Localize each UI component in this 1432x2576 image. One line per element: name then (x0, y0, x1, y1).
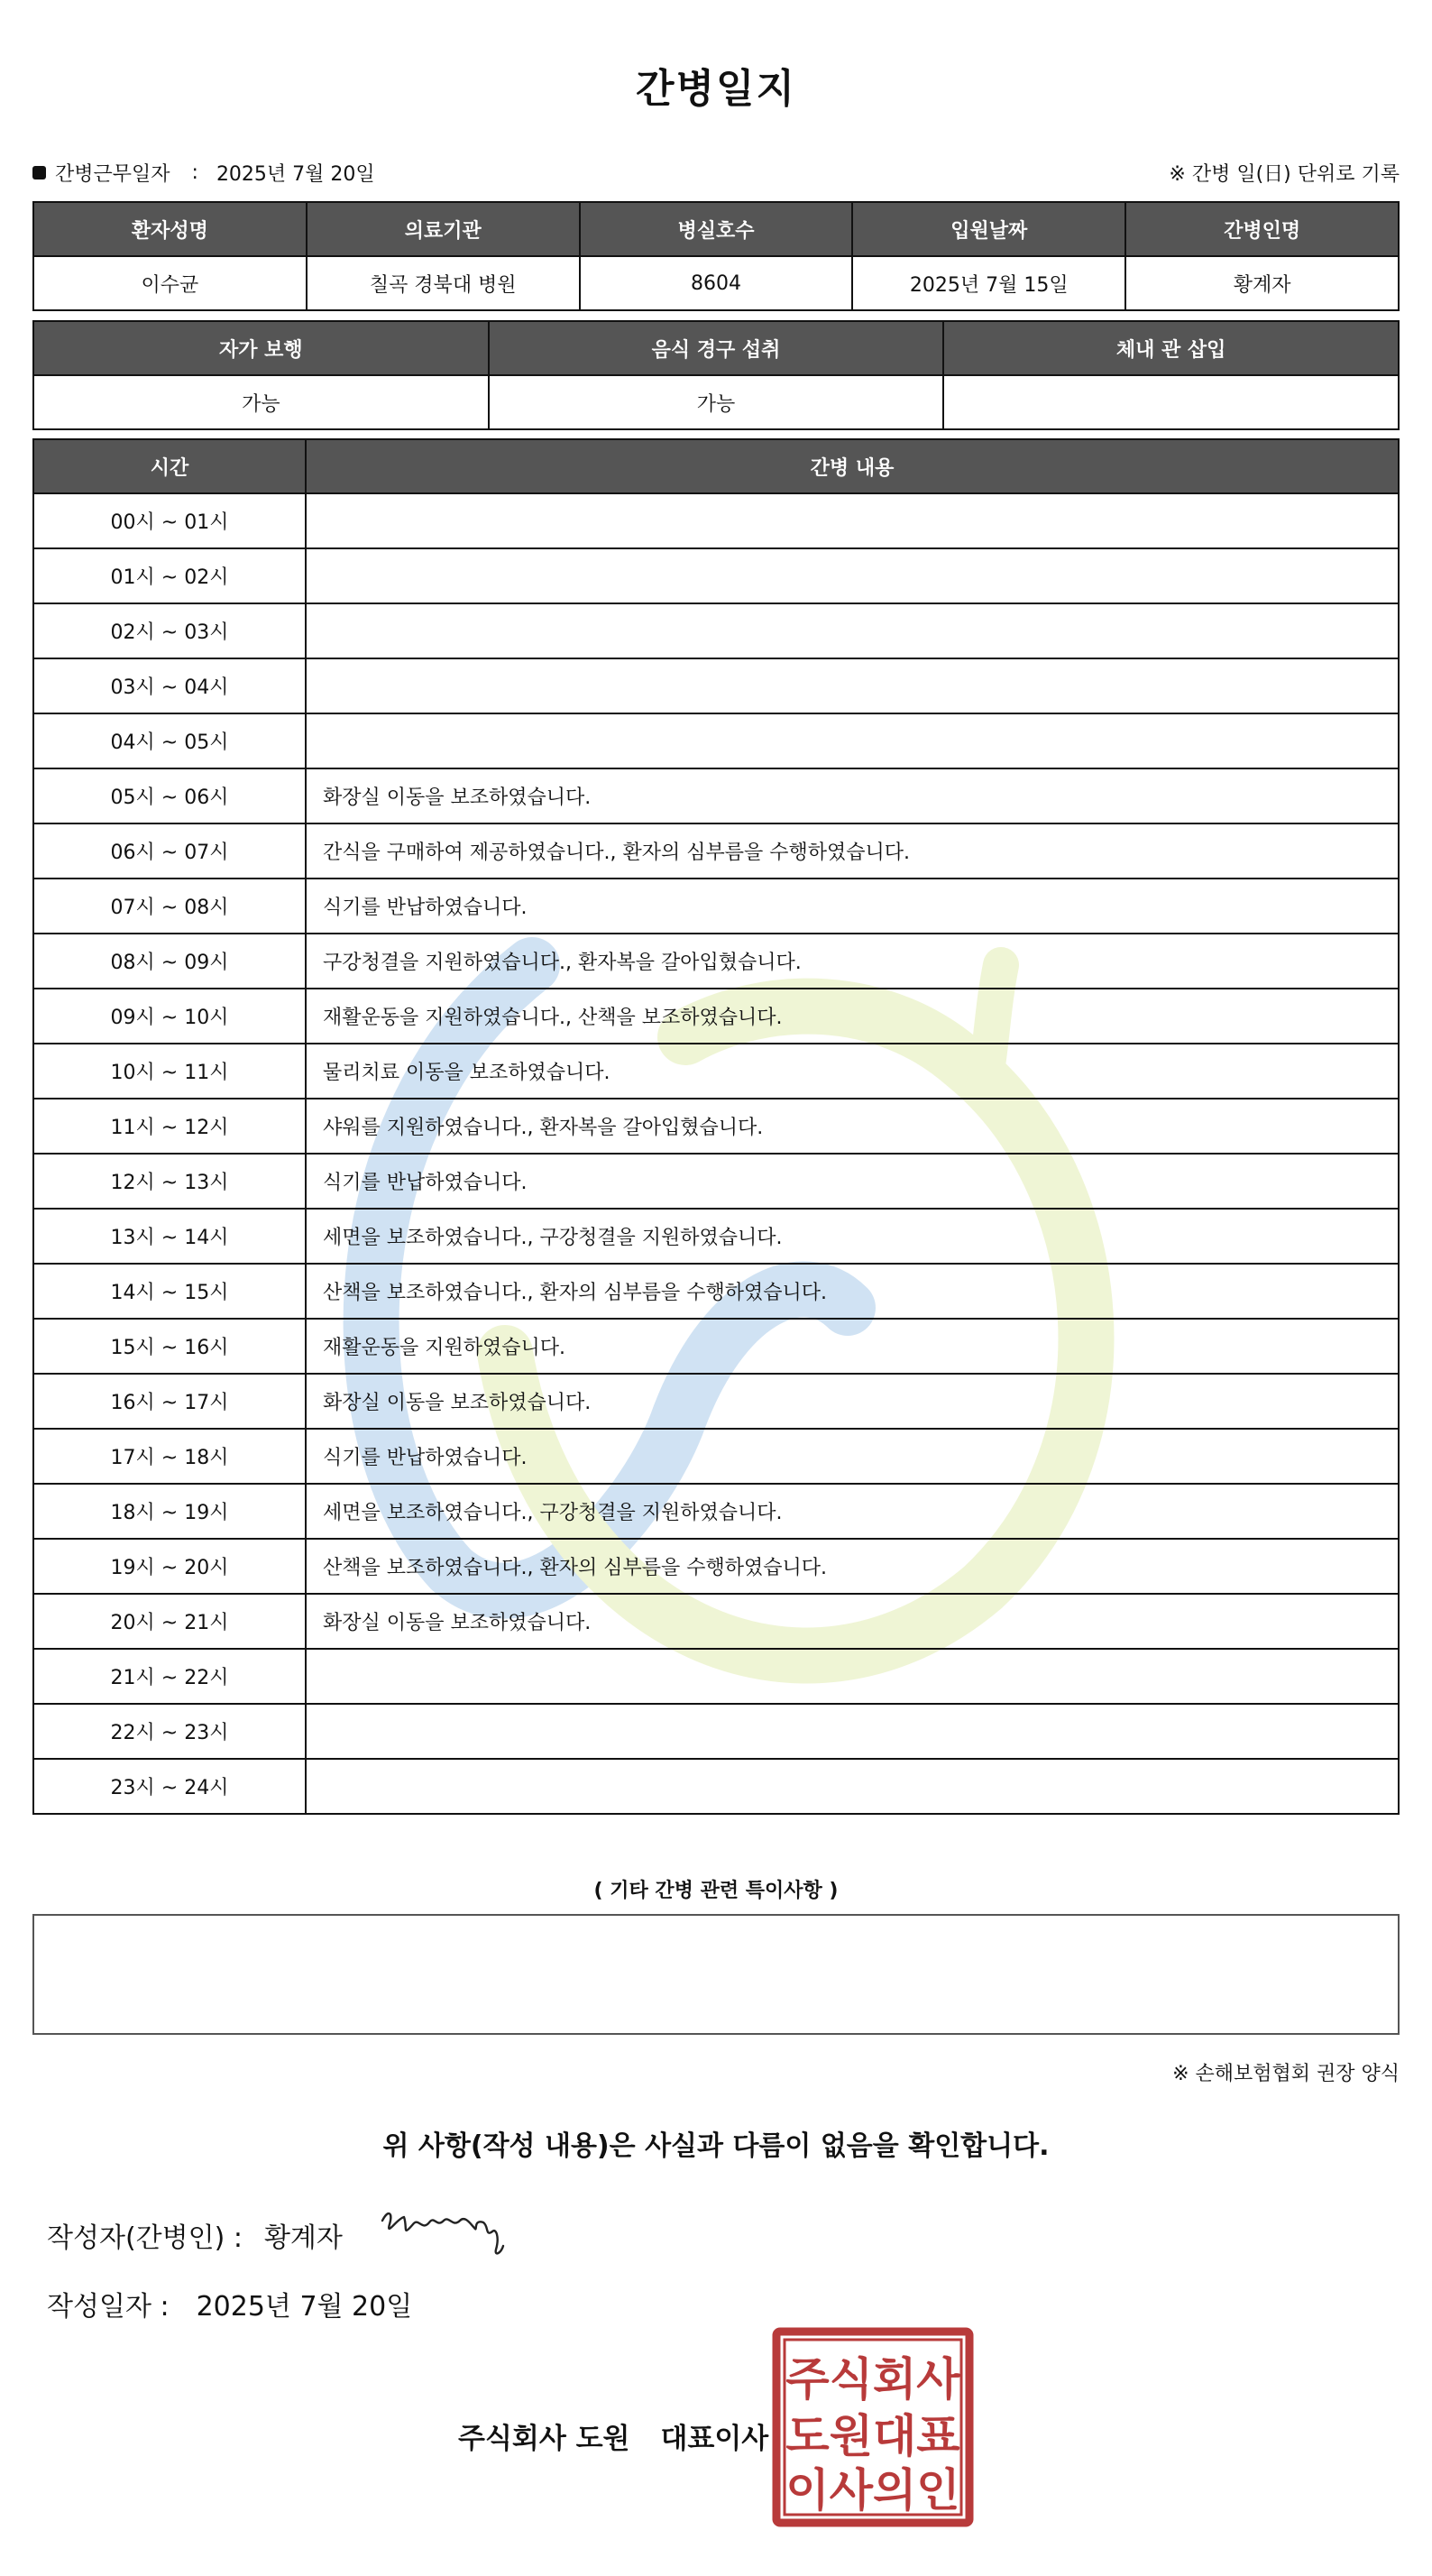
care-log-row (33, 713, 1399, 768)
care-log-row (33, 1649, 1399, 1704)
care-content: 식기를 반납하였습니다. (306, 879, 1399, 934)
care-log-row (33, 1759, 1399, 1814)
care-content: 화장실 이동을 보조하였습니다. (306, 768, 1399, 823)
care-log-header-row (33, 439, 1399, 493)
care-content: 세면을 보조하였습니다., 구강청결을 지원하였습니다. (306, 1209, 1399, 1264)
care-content (306, 658, 1399, 713)
care-content: 재활운동을 지원하였습니다. (306, 1319, 1399, 1374)
author-name: 황계자 (263, 2222, 343, 2254)
care-log-row (33, 934, 1399, 989)
time-slot: 23시 ~ 24시 (33, 1759, 306, 1814)
care-log-row (33, 548, 1399, 603)
time-slot: 05시 ~ 06시 (33, 768, 306, 823)
care-content: 구강청결을 지원하였습니다., 환자복을 갈아입혔습니다. (306, 934, 1399, 989)
care-content (306, 1704, 1399, 1759)
header-room: 병실호수 (580, 202, 853, 256)
oral-intake-value: 가능 (489, 375, 944, 429)
header-oral-intake: 음식 경구 섭취 (489, 321, 944, 375)
work-date-value: 2025년 7월 20일 (216, 163, 375, 186)
time-slot: 12시 ~ 13시 (33, 1154, 306, 1209)
form-note: ※ 손해보험협회 권장 양식 (1172, 2063, 1400, 2085)
work-date-colon: : (191, 161, 198, 184)
author-label: 작성자(간병인) : (47, 2222, 243, 2254)
time-slot: 15시 ~ 16시 (33, 1319, 306, 1374)
time-slot: 21시 ~ 22시 (33, 1649, 306, 1704)
care-content: 화장실 이동을 보조하였습니다. (306, 1594, 1399, 1649)
care-content (306, 1649, 1399, 1704)
svg-text:이사의인: 이사의인 (785, 2464, 960, 2516)
self-walking-value: 가능 (33, 375, 489, 429)
admission-date: 2025년 7월 15일 (852, 256, 1125, 310)
time-slot: 09시 ~ 10시 (33, 989, 306, 1044)
care-log-table (32, 438, 1400, 1815)
care-log-row (33, 768, 1399, 823)
care-log-row (33, 493, 1399, 548)
care-log-row (33, 1154, 1399, 1209)
header-care-content: 간병 내용 (306, 439, 1399, 493)
patient-info-table (32, 201, 1400, 311)
care-content: 산책을 보조하였습니다., 환자의 심부름을 수행하였습니다. (306, 1539, 1399, 1594)
care-log-row (33, 1099, 1399, 1154)
patient-status-value-row (33, 375, 1399, 429)
care-log-row (33, 1704, 1399, 1759)
care-content: 샤워를 지원하였습니다., 환자복을 갈아입혔습니다. (306, 1099, 1399, 1154)
notes-title: ( 기타 간병 관련 특이사항 ) (593, 1880, 839, 1902)
header-hospital: 의료기관 (307, 202, 580, 256)
care-content (306, 493, 1399, 548)
header-time: 시간 (33, 439, 306, 493)
header-patient-name: 환자성명 (33, 202, 307, 256)
time-slot: 19시 ~ 20시 (33, 1539, 306, 1594)
patient-info-header-row (33, 202, 1399, 256)
author-line (47, 2215, 343, 2255)
header-caregiver: 간병인명 (1125, 202, 1399, 256)
time-slot: 00시 ~ 01시 (33, 493, 306, 548)
patient-status-table (32, 320, 1400, 430)
time-slot: 10시 ~ 11시 (33, 1044, 306, 1099)
care-content: 재활운동을 지원하였습니다., 산책을 보조하였습니다. (306, 989, 1399, 1044)
care-log-row (33, 823, 1399, 879)
care-content: 화장실 이동을 보조하였습니다. (306, 1374, 1399, 1429)
room-number: 8604 (580, 256, 853, 310)
care-content: 세면을 보조하였습니다., 구강청결을 지원하였습니다. (306, 1484, 1399, 1539)
company-name: 주식회사 도원 (458, 2423, 630, 2455)
care-content: 물리치료 이동을 보조하였습니다. (306, 1044, 1399, 1099)
time-slot: 18시 ~ 19시 (33, 1484, 306, 1539)
time-slot: 22시 ~ 23시 (33, 1704, 306, 1759)
time-slot: 14시 ~ 15시 (33, 1264, 306, 1319)
care-log-row (33, 1209, 1399, 1264)
time-slot: 11시 ~ 12시 (33, 1099, 306, 1154)
care-content (306, 1759, 1399, 1814)
care-log-body (33, 493, 1399, 1814)
care-log-row (33, 1264, 1399, 1319)
written-date-line (47, 2284, 412, 2323)
care-log-row (33, 1319, 1399, 1374)
company-seal-stamp (772, 2327, 974, 2527)
care-content (306, 548, 1399, 603)
work-date (32, 159, 375, 187)
time-slot: 02시 ~ 03시 (33, 603, 306, 658)
document-title: 간병일지 (635, 66, 796, 112)
time-slot: 16시 ~ 17시 (33, 1374, 306, 1429)
care-content: 식기를 반납하였습니다. (306, 1154, 1399, 1209)
patient-status-header-row (33, 321, 1399, 375)
time-slot: 07시 ~ 08시 (33, 879, 306, 934)
care-log-row (33, 603, 1399, 658)
written-date-value: 2025년 7월 20일 (196, 2291, 413, 2323)
bullet-square-icon (32, 166, 46, 179)
care-log-row (33, 658, 1399, 713)
care-log-row (33, 1539, 1399, 1594)
caregiver-name: 황계자 (1125, 256, 1399, 310)
company-signature-line (458, 2415, 768, 2456)
work-date-label: 간병근무일자 (55, 163, 170, 186)
header-admission-date: 입원날짜 (852, 202, 1125, 256)
tube-insertion-value (943, 375, 1399, 429)
time-slot: 06시 ~ 07시 (33, 823, 306, 879)
care-log-row (33, 989, 1399, 1044)
representative-title: 대표이사 (660, 2423, 769, 2455)
time-slot: 17시 ~ 18시 (33, 1429, 306, 1484)
care-log-row (33, 1374, 1399, 1429)
time-slot: 08시 ~ 09시 (33, 934, 306, 989)
header-self-walking: 자가 보행 (33, 321, 489, 375)
time-slot: 04시 ~ 05시 (33, 713, 306, 768)
care-log-row (33, 879, 1399, 934)
time-slot: 03시 ~ 04시 (33, 658, 306, 713)
handwritten-signature (377, 2201, 530, 2264)
care-log-row (33, 1594, 1399, 1649)
svg-text:도원대표: 도원대표 (785, 2410, 960, 2462)
hospital-name: 칠곡 경북대 병원 (307, 256, 580, 310)
unit-note: ※ 간병 일(日) 단위로 기록 (1169, 163, 1400, 186)
svg-text:주식회사: 주식회사 (785, 2353, 960, 2406)
patient-name: 이수균 (33, 256, 307, 310)
written-date-label: 작성일자 : (47, 2291, 170, 2323)
care-content: 간식을 구매하여 제공하였습니다., 환자의 심부름을 수행하였습니다. (306, 823, 1399, 879)
notes-box (32, 1914, 1400, 2035)
patient-info-value-row (33, 256, 1399, 310)
time-slot: 01시 ~ 02시 (33, 548, 306, 603)
care-content (306, 713, 1399, 768)
confirmation-statement: 위 사항(작성 내용)은 사실과 다름이 없음을 확인합니다. (382, 2130, 1050, 2162)
care-log-row (33, 1484, 1399, 1539)
care-log-row (33, 1429, 1399, 1484)
care-log-row (33, 1044, 1399, 1099)
time-slot: 20시 ~ 21시 (33, 1594, 306, 1649)
care-content: 식기를 반납하였습니다. (306, 1429, 1399, 1484)
care-content (306, 603, 1399, 658)
time-slot: 13시 ~ 14시 (33, 1209, 306, 1264)
care-content: 산책을 보조하였습니다., 환자의 심부름을 수행하였습니다. (306, 1264, 1399, 1319)
header-tube-insertion: 체내 관 삽입 (943, 321, 1399, 375)
